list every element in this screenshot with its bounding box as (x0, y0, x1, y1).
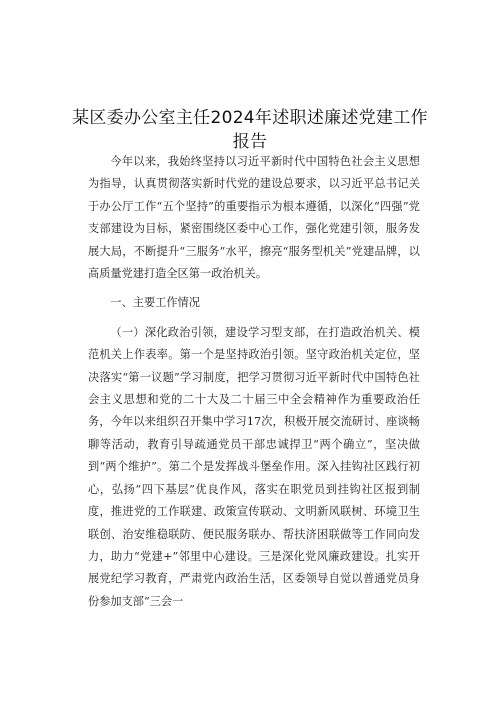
document-title-line-2: 报告 (232, 132, 268, 152)
section-heading: 一、主要工作情况 (110, 296, 200, 310)
document-body (88, 151, 420, 613)
intro-paragraph: 今年以来，我始终坚持以习近平新时代中国特色社会主义思想为指导，认真贯彻落实新时代党的建设总要求，以习近平总书记关于办公厅工作“五个坚持”的重要指示为根本遵循，以深化“四强”党支部建设为目标，紧密围绕区委中心工作，强化党建引领，服务发展大局，不断提升“三服务”水平，擦亮“服务型机关”党建品牌，以高质量党建打造全区第一政治机关。 (88, 155, 420, 281)
document-title-line-1: 某区委办公室主任2024年述职述廉述党建工作 (72, 108, 428, 128)
section-paragraph: （一）深化政治引领，建设学习型支部，在打造政治机关、模范机关上作表率。第一个是坚持政治引领。坚守政治机关定位，坚决落实“第一议题”学习制度，把学习贯彻习近平新时代中国特色社会主义思想和党的二十大及二十届三中全会精神作为重要政治任务，今年以来组织召开集中学习17次，积极开展交流研讨、座谈畅聊等活动，教育引导疏通党员干部忠诚捍卫“两个确立”，坚决做到“两个维护”。第二个是发挥战斗堡垒作用。深入挂钩社区践行初心，弘扬“四下基层”优良作风，落实在职党员到挂钩社区报到制度，推进党的工作联建、政策宣传联动、文明新风联树、环境卫生联创、治安维稳联防、便民服务联办、帮扶济困联做等工作同向发力，助力“党建+”邻里中心建设。三是深化党风廉政建设。扎实开展党纪学习教育，严肃党内政治生活，区委领导自觉以普通党员身份参加支部“三会一 (88, 325, 420, 608)
